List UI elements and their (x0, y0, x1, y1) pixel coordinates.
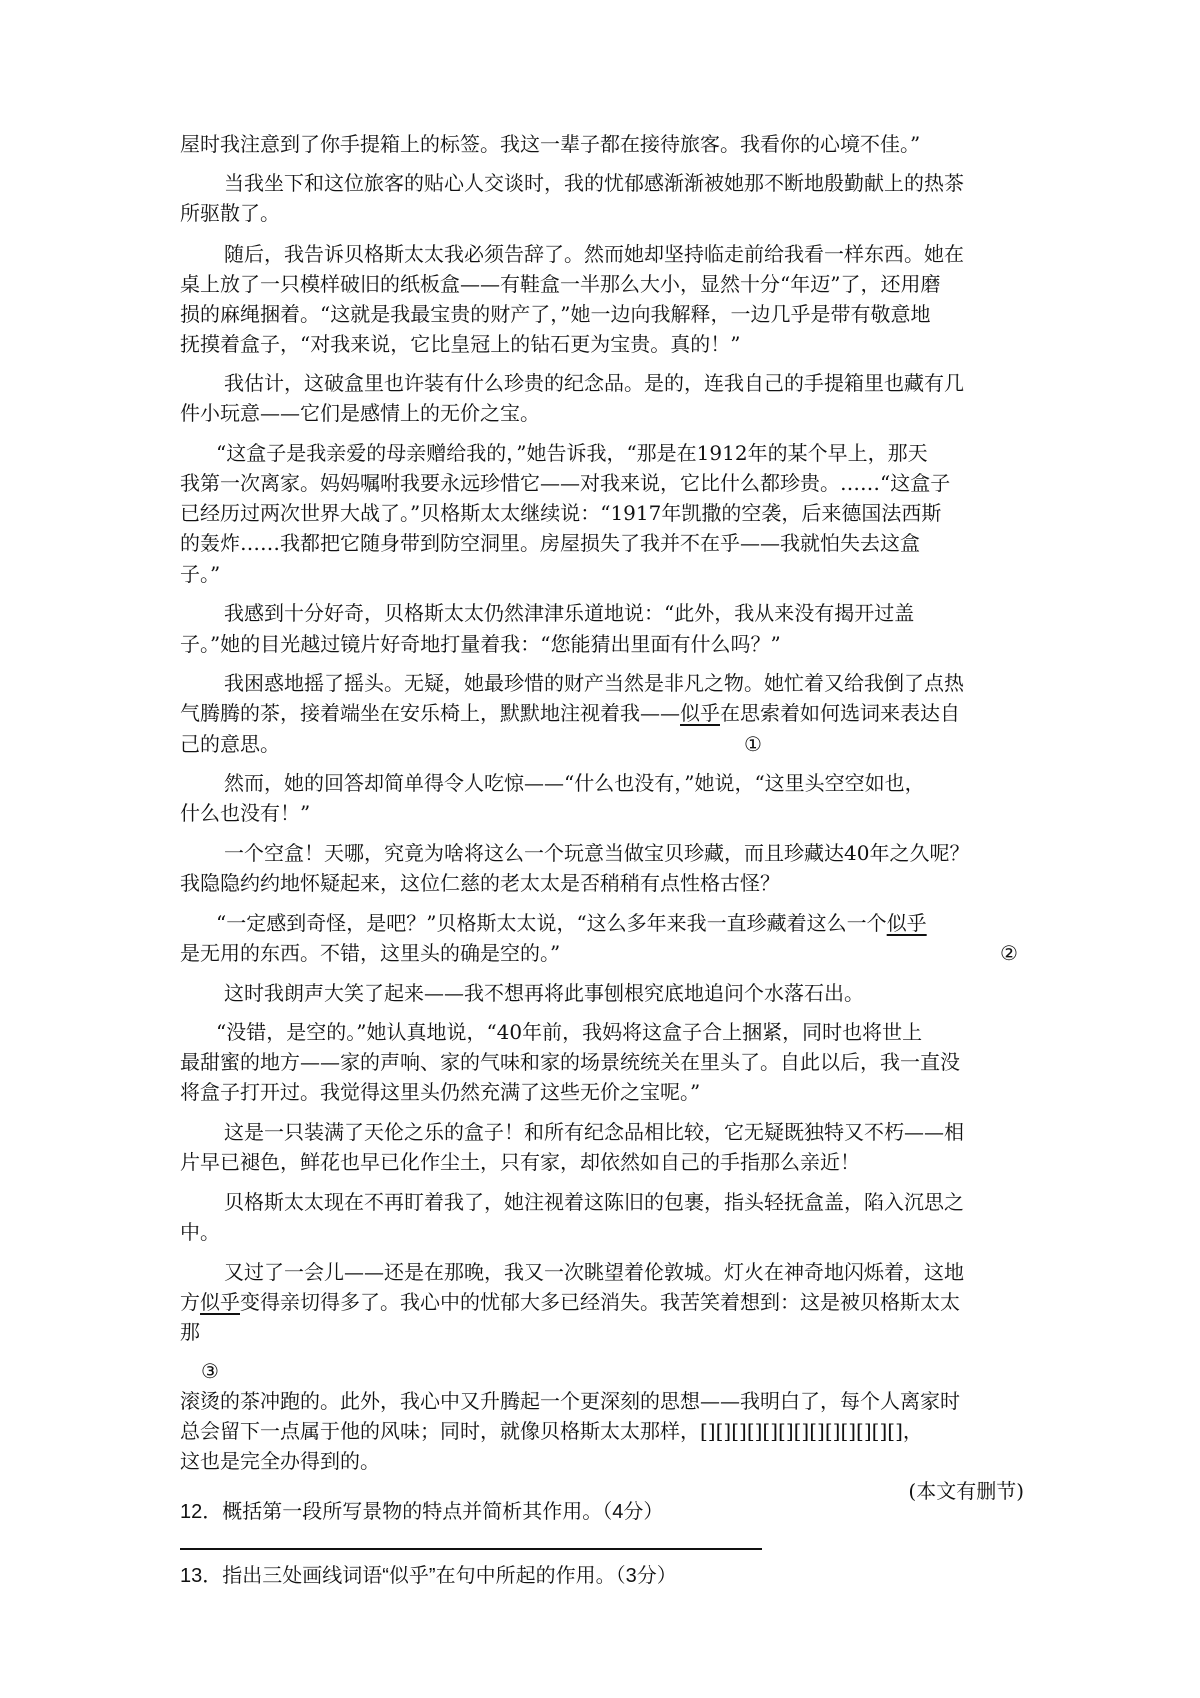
text-line: 片早已褪色，鲜花也早已化作尘土，只有家，却依然如自己的手指那么亲近！ (180, 1150, 860, 1174)
underlined-word: 似乎 (886, 911, 927, 935)
text-segment: 气腾腾的茶，接着端坐在安乐椅上，默默地注视着我—— (180, 701, 680, 725)
text-line (216, 909, 927, 937)
text-line: 的轰炸……我都把它随身带到防空洞里。房屋损失了我并不在乎——我就怕失去这盒 (180, 531, 920, 555)
text-line: 损的麻绳捆着。“这就是我最宝贵的财产了，”她一边向我解释，一边几乎是带有敬意地 (180, 302, 931, 326)
text-line: 那 (180, 1320, 200, 1344)
text-line: 中。 (180, 1220, 220, 1244)
answer-blank-line (180, 1548, 762, 1550)
text-line: 贝格斯太太现在不再盯着我了，她注视着这陈旧的包裹，指头轻抚盒盖，陷入沉思之 (224, 1190, 964, 1214)
text-line: 屋时我注意到了你手提箱上的标签。我这一辈子都在接待旅客。我看你的心境不佳。” (180, 132, 921, 156)
text-line: 一个空盒！天哪，究竟为啥将这么一个玩意当做宝贝珍藏，而且珍藏达40年之久呢？ (224, 841, 970, 865)
text-line: 子。”她的目光越过镜片好奇地打量着我：“您能猜出里面有什么吗？” (180, 632, 781, 656)
text-line: “没错，是空的。”她认真地说，“40年前，我妈将这盒子合上捆紧，同时也将世上 (216, 1020, 923, 1044)
text-line: 我困惑地摇了摇头。无疑，她最珍惜的财产当然是非凡之物。她忙着又给我倒了点热 (224, 671, 964, 695)
answer-marker-3: ③ (201, 1359, 219, 1383)
text-line: 又过了一会儿——还是在那晚，我又一次眺望着伦敦城。灯火在神奇地闪烁着，这地 (224, 1260, 964, 1284)
text-line: 滚烫的茶冲跑的。此外，我心中又升腾起一个更深刻的思想——我明白了，每个人离家时 (180, 1389, 960, 1413)
abridged-note: (本文有删节) (908, 1479, 1024, 1503)
text-line: 已经历过两次世界大战了。”贝格斯太太继续说：“1917年凯撒的空袭，后来德国法西斯 (180, 501, 942, 525)
text-line: 总会留下一点属于他的风味；同时，就像贝格斯太太那样，[][][][][][][][][][][][][]， (180, 1419, 923, 1443)
text-line: 当我坐下和这位旅客的贴心人交谈时，我的忧郁感渐渐被她那不断地殷勤献上的热茶 (224, 171, 964, 195)
text-line: 将盒子打开过。我觉得这里头仍然充满了这些无价之宝呢。” (180, 1080, 701, 1104)
text-line: 己的意思。 (180, 732, 280, 756)
text-segment: 在思索着如何选词来表达自 (720, 701, 960, 725)
text-line: 我感到十分好奇，贝格斯太太仍然津津乐道地说：“此外，我从来没有揭开过盖 (224, 601, 915, 625)
text-line: 然而，她的回答却简单得令人吃惊——“什么也没有，”她说，“这里头空空如也， (224, 771, 925, 795)
text-line: 这也是完全办得到的。 (180, 1449, 380, 1473)
text-segment: “一定感到奇怪，是吧？”贝格斯太太说，“这么多年来我一直珍藏着这么一个 (216, 911, 887, 935)
text-line: 件小玩意——它们是感情上的无价之宝。 (180, 401, 540, 425)
text-line: 随后，我告诉贝格斯太太我必须告辞了。然而她却坚持临走前给我看一样东西。她在 (224, 242, 964, 266)
text-line: 最甜蜜的地方——家的声响、家的气味和家的场景统统关在里头了。自此以后，我一直没 (180, 1050, 960, 1074)
text-line: 桌上放了一只模样破旧的纸板盒——有鞋盒一半那么大小，显然十分“年迈”了，还用磨 (180, 272, 941, 296)
underlined-word: 似乎 (680, 701, 720, 725)
text-line: 这时我朗声大笑了起来——我不想再将此事刨根究底地追问个水落石出。 (224, 981, 864, 1005)
text-line: 抚摸着盒子，“对我来说，它比皇冠上的钻石更为宝贵。真的！” (180, 332, 741, 356)
text-line: 这是一只装满了天伦之乐的盒子！和所有纪念品相比较，它无疑既独特又不朽——相 (224, 1120, 964, 1144)
text-line (180, 1288, 960, 1316)
answer-marker-2: ② (1000, 941, 1018, 965)
text-line: “这盒子是我亲爱的母亲赠给我的，”她告诉我，“那是在1912年的某个早上，那天 (216, 441, 928, 465)
text-line: 什么也没有！” (180, 801, 311, 825)
text-segment: 变得亲切得多了。我心中的忧郁大多已经消失。我苦笑着想到：这是被贝格斯太太 (240, 1290, 960, 1314)
text-segment: 方 (180, 1290, 200, 1314)
question-13: 13．指出三处画线词语“似乎”在句中所起的作用。（3分） (180, 1565, 677, 1587)
text-line: 子。” (180, 562, 221, 586)
text-line: 我第一次离家。妈妈嘱咐我要永远珍惜它——对我来说，它比什么都珍贵。……“这盒子 (180, 471, 951, 495)
underlined-word: 似乎 (200, 1290, 240, 1314)
text-line: 我隐隐约约地怀疑起来，这位仁慈的老太太是否稍稍有点性格古怪？ (180, 871, 780, 895)
text-line (180, 699, 960, 727)
question-12: 12．概括第一段所写景物的特点并简析其作用。（4分） (180, 1501, 664, 1523)
text-line: 是无用的东西。不错，这里头的确是空的。” (180, 941, 561, 965)
text-line: 所驱散了。 (180, 201, 280, 225)
text-line: 我估计，这破盒里也许装有什么珍贵的纪念品。是的，连我自己的手提箱里也藏有几 (224, 371, 964, 395)
answer-marker-1: ① (744, 732, 762, 756)
